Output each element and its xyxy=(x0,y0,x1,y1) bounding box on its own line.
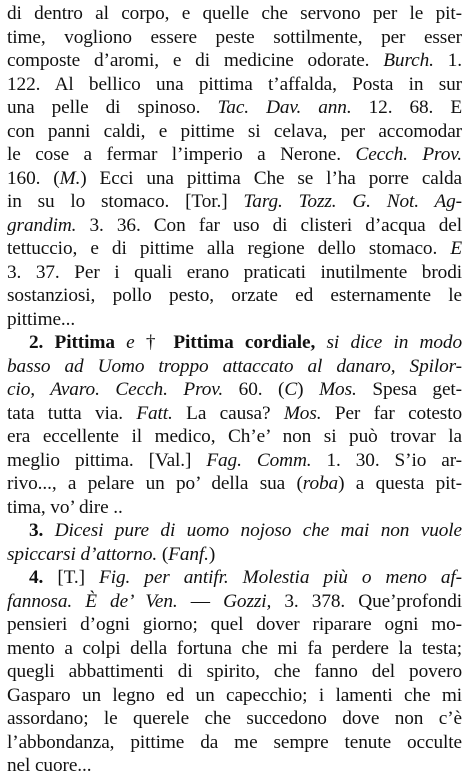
italic-text: si dice in modo xyxy=(326,332,462,353)
body-text: 160. ( xyxy=(7,167,60,189)
body-text: rivo..., a pelare un po’ della sua ( xyxy=(7,473,303,494)
text-line xyxy=(7,284,462,308)
body-text: ) Ecci una pittima Che se l’ha porre calda xyxy=(80,167,462,189)
italic-text: C xyxy=(284,379,298,400)
text-line xyxy=(7,120,462,144)
body-text: 122. Al bellico una pittima t’affalda, Posta in sur xyxy=(7,73,462,95)
text-line xyxy=(7,566,462,590)
body-text: pensieri d’ogni giorno; quel dover riparare ogni mo- xyxy=(7,614,462,635)
bold-text: 4. xyxy=(29,567,44,588)
italic-text: Mos. xyxy=(283,402,322,424)
text-line xyxy=(7,378,462,402)
body-text: pittime... xyxy=(7,308,76,330)
body-text: 3. 378. Que’profondi xyxy=(271,590,463,612)
body-text: nel cuore... xyxy=(7,755,92,776)
text-line xyxy=(7,754,462,778)
body-text: 12. 68. E xyxy=(351,97,462,118)
body-text: Per far cotesto xyxy=(321,402,462,424)
bold-text: 2. Pittima xyxy=(29,332,115,353)
italic-text: Fig. per antifr. Molestia più o meno af- xyxy=(99,567,462,588)
italic-text: cio, Avaro. Cecch. Prov. xyxy=(7,379,224,400)
text-line xyxy=(7,355,462,379)
italic-text: Dicesi pure di uomo nojoso che mai non vuole xyxy=(54,520,462,541)
text-line xyxy=(7,308,462,332)
text-line xyxy=(7,96,462,120)
body-text: era eccellente il medico, Ch’e’ non si può trovar la xyxy=(7,426,462,447)
text-line xyxy=(7,496,462,520)
italic-text: E xyxy=(450,238,462,259)
body-text: con panni caldi, e pittime si celava, per accomodar xyxy=(7,120,462,142)
body-text: 60. ( xyxy=(223,379,285,400)
body-text: di dentro al corpo, e quelle che servono per le pit- xyxy=(7,3,462,24)
italic-text: Fanf. xyxy=(168,543,209,565)
italic-text: Gozzi, xyxy=(223,590,272,612)
body-text: 1. 30. S’io ar- xyxy=(311,449,462,471)
text-line xyxy=(7,519,462,543)
body-text: Spesa get- xyxy=(356,379,462,400)
bold-text: Pittima cordiale, xyxy=(173,332,316,353)
body-text: le cose a fermar l’imperio a Nerone. xyxy=(7,144,356,165)
italic-text: Cecch. Prov. xyxy=(355,144,462,165)
text-line xyxy=(7,190,462,214)
body-text: sostanziosi, pollo pesto, orzate ed esternamente le xyxy=(7,285,462,306)
text-line xyxy=(7,261,462,285)
italic-text: Fatt. xyxy=(136,402,173,424)
italic-text: Burch. xyxy=(383,50,434,71)
body-text: tettuccio, e di pittime alla regione dello stomaco. xyxy=(7,238,451,259)
body-text: meglio pittima. [Val.] xyxy=(7,449,207,471)
italic-text: fannosa. È de’ Ven. xyxy=(7,590,178,612)
text-line xyxy=(7,402,462,426)
text-line xyxy=(7,590,462,614)
italic-text: e xyxy=(126,332,135,353)
body-text: tima, vo’ dire .. xyxy=(7,496,123,518)
body-text xyxy=(115,332,126,353)
text-line xyxy=(7,660,462,684)
text-line xyxy=(7,731,462,755)
bold-text: 3. xyxy=(29,520,44,541)
text-line xyxy=(7,472,462,496)
body-text: ( xyxy=(157,543,169,565)
text-line xyxy=(7,2,462,26)
text-line xyxy=(7,143,462,167)
body-text: ) a questa pit- xyxy=(338,473,462,494)
body-text: — xyxy=(177,590,224,612)
body-text: una pelle di spinoso. xyxy=(7,97,218,118)
body-text: in su lo stomaco. [Tor.] xyxy=(7,191,244,212)
body-text: composte d’aromi, e di medicine odorate. xyxy=(7,50,384,71)
body-text: 3. 36. Con far uso di clisteri d’acqua del xyxy=(76,214,462,236)
body-text xyxy=(43,520,54,541)
italic-text: Tac. Dav. ann. xyxy=(217,97,352,118)
body-text: [T.] xyxy=(43,567,100,588)
italic-text: roba xyxy=(302,473,339,494)
body-text: 1. xyxy=(433,50,462,71)
text-line xyxy=(7,26,462,50)
italic-text: grandim. xyxy=(7,214,77,236)
body-text: † xyxy=(134,332,174,353)
italic-text: M. xyxy=(59,167,81,189)
text-line xyxy=(7,707,462,731)
body-text xyxy=(315,332,326,353)
text-line xyxy=(7,543,462,567)
body-text: La causa? xyxy=(172,402,284,424)
text-line xyxy=(7,637,462,661)
text-line xyxy=(7,425,462,449)
body-text: time, vogliono essere peste sottilmente, per esser xyxy=(7,26,462,48)
dictionary-page xyxy=(7,2,462,778)
body-text: ) xyxy=(297,379,320,400)
text-line xyxy=(7,684,462,708)
text-line xyxy=(7,613,462,637)
text-line xyxy=(7,449,462,473)
text-line xyxy=(7,237,462,261)
text-line xyxy=(7,167,462,191)
text-line xyxy=(7,214,462,238)
italic-text: Mos. xyxy=(319,379,357,400)
body-text: quegli abbattimenti di spirito, che fanno del povero xyxy=(7,661,462,682)
body-text: mento a colpi della fortuna che mi fa perdere la testa; xyxy=(7,637,462,659)
italic-text: spiccarsi d’attorno. xyxy=(7,543,158,565)
text-line xyxy=(7,49,462,73)
italic-text: Fag. Comm. xyxy=(206,449,312,471)
body-text: l’abbondanza, pittime da me sempre tenute occulte xyxy=(7,731,462,753)
body-text: 3. 37. Per i quali erano praticati inutilmente brodi xyxy=(7,261,462,283)
body-text: Gasparo un legno ed un capecchio; i lamenti che mi xyxy=(7,684,462,706)
body-text: ) xyxy=(208,543,216,565)
body-text: assordano; le querele che succedono dove non c’è xyxy=(7,708,462,729)
text-line xyxy=(7,331,462,355)
body-text: tata tutta via. xyxy=(7,402,137,424)
italic-text: Targ. Tozz. G. Not. Ag- xyxy=(243,191,462,212)
text-line xyxy=(7,73,462,97)
italic-text: basso ad Uomo troppo attaccato al danaro, Spilor- xyxy=(7,355,462,377)
